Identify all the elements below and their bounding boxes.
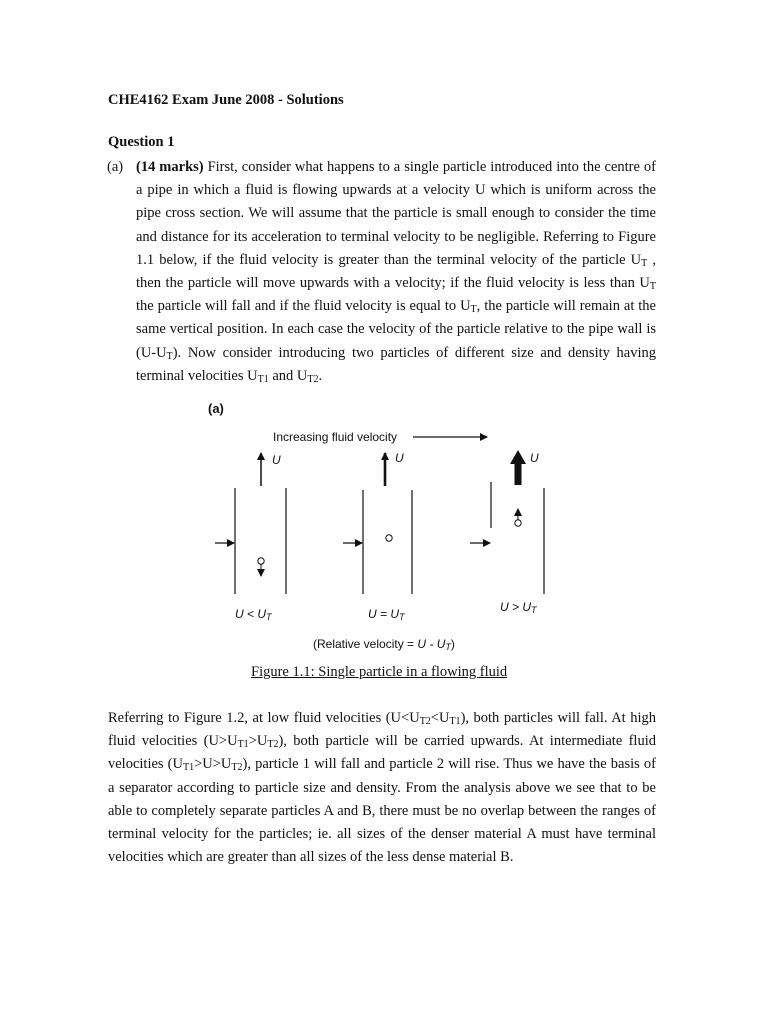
- subscript: T: [641, 257, 648, 269]
- para-b-text-5: ), both particle will be carried upwards. At intermediate fluid velocities (U: [108, 733, 656, 773]
- panel-u-equals-ut: [343, 451, 412, 622]
- panel-u-greater-than-ut: [470, 450, 544, 615]
- figure-1-1: [195, 398, 585, 660]
- condition-label: U > UT: [500, 600, 537, 615]
- subscript: T2: [419, 716, 431, 727]
- particle: [258, 558, 264, 564]
- para-a-text-5: ). Now consider introducing two particles of different size and density having terminal velocities U: [136, 344, 656, 384]
- condition-label: U < UT: [235, 607, 272, 622]
- marks-label: (14 marks): [136, 159, 204, 175]
- subscript: T: [470, 304, 477, 316]
- flow-arrow-thick-head: [510, 450, 526, 464]
- para-a-text-1: First, consider what happens to a single particle introduced into the centre of a pipe in which a fluid is flowing upwards at a velocity U which is uniform across the pipe cross section. We will assume that the particle is small enough to consider the time and distance for its acceleration to terminal velocity to be negligible. Referring to Figure 1.1 below, if the fluid velocity is greater than the terminal velocity of the particle U: [136, 159, 656, 268]
- paragraph-a: [107, 156, 656, 388]
- figure-caption: Figure 1.1: Single particle in a flowing fluid: [251, 664, 508, 680]
- subscript: T1: [237, 739, 249, 751]
- subscript: T1: [183, 762, 195, 774]
- para-a-text-6: and U: [268, 367, 308, 384]
- flow-velocity-label: U: [395, 451, 404, 465]
- para-b-text-2: <U: [430, 710, 450, 726]
- question-heading: Question 1: [108, 134, 175, 150]
- flow-velocity-label: U: [530, 451, 539, 465]
- para-b-text-6: >U>U: [194, 756, 232, 773]
- condition-label: U = UT: [368, 607, 405, 622]
- para-a-text-7: .: [318, 367, 323, 384]
- figure-panel-label: (a): [208, 401, 224, 416]
- para-a-text-3: the particle will fall and if the fluid velocity is equal to U: [136, 298, 471, 315]
- para-a-text-2: , then the particle will move upwards with a velocity; if the fluid velocity is less than U: [136, 251, 656, 292]
- increasing-velocity-label: Increasing fluid velocity: [273, 430, 398, 444]
- para-b-text-3: ), both particles will fall. At high fluid velocities (U>U: [108, 710, 656, 750]
- subscript: T1: [449, 716, 461, 727]
- particle: [515, 520, 521, 526]
- relative-velocity-label: (Relative velocity = U - UT): [313, 637, 455, 652]
- subscript: T: [649, 281, 656, 293]
- paragraph-b: [108, 707, 656, 869]
- subscript: T1: [257, 373, 269, 385]
- panel-u-less-than-ut: [215, 453, 286, 622]
- subscript: T2: [267, 739, 279, 751]
- para-b-text-7: ), particle 1 will fall and particle 2 will rise. Thus we have the basis of a separator according to particle size and density. From the analysis above we see that to be able to completely separate particles A and B, there must be no overlap between the ranges of terminal velocity for the particles; ie. all sizes of the denser material A must have terminal velocities which are greater than all sizes of the less dense material B.: [108, 756, 657, 866]
- page-title: CHE4162 Exam June 2008 - Solutions: [108, 92, 344, 108]
- para-b-text-1: Referring to Figure 1.2, at low fluid velocities (U<U: [108, 710, 420, 726]
- para-b-text-4: >U: [248, 733, 268, 750]
- part-label: (a): [107, 159, 124, 175]
- para-a-text-4: , the particle will remain at the same vertical position. In each case the velocity of the particle relative to the pipe wall is (U-U: [136, 298, 656, 361]
- subscript: T2: [307, 373, 319, 385]
- subscript: T2: [231, 762, 243, 774]
- subscript: T: [166, 350, 173, 362]
- flow-velocity-label: U: [272, 453, 281, 467]
- particle: [386, 535, 392, 541]
